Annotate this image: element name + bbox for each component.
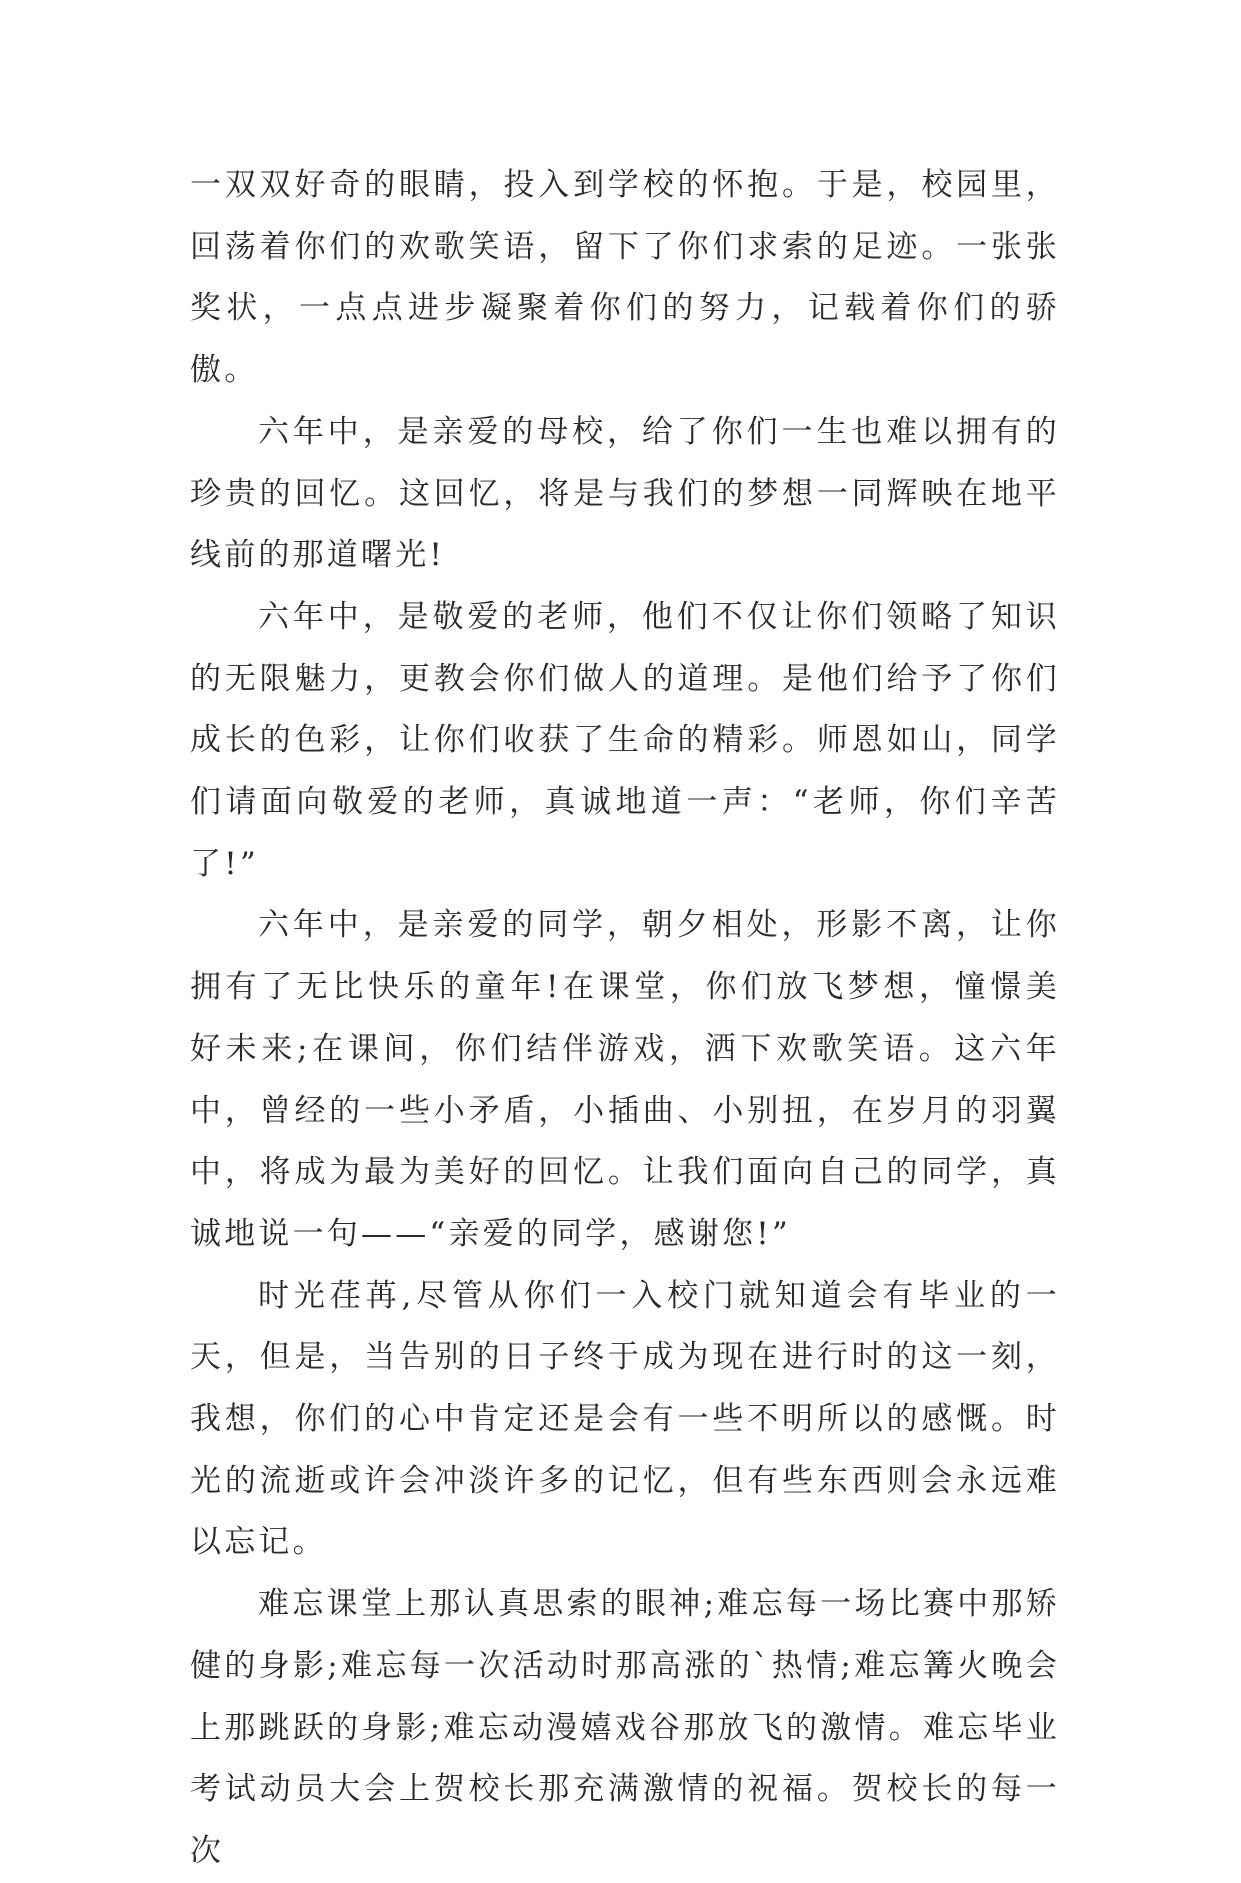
paragraph-teachers: 六年中，是敬爱的老师，他们不仅让你们领略了知识的无限魅力，更教会你们做人的道理。是他们给予了你们成长的色彩，让你们收获了生命的精彩。师恩如山，同学们请面向敬爱的老师，真诚地道一声：“老师，你们辛苦了!”: [190, 598, 1060, 882]
paragraph-continuation: 一双双好奇的眼睛，投入到学校的怀抱。于是，校园里，回荡着你们的欢歌笑语，留下了你们求索的足迹。一张张奖状，一点点进步凝聚着你们的努力，记载着你们的骄傲。: [190, 167, 1060, 389]
paragraph-time-passing: 时光荏苒,尽管从你们一入校门就知道会有毕业的一天，但是，当告别的日子终于成为现在进行时的这一刻，我想，你们的心中肯定还是会有一些不明所以的感慨。时光的流逝或许会冲淡许多的记忆，但有些东西则会永远难以忘记。: [190, 1277, 1060, 1561]
paragraph-alma-mater: 六年中，是亲爱的母校，给了你们一生也难以拥有的珍贵的回忆。这回忆，将是与我们的梦想一同辉映在地平线前的那道曙光!: [190, 413, 1060, 574]
document-body: [190, 155, 1060, 1883]
paragraph-memories: 难忘课堂上那认真思索的眼神;难忘每一场比赛中那矫健的身影;难忘每一次活动时那高涨的`热情;难忘篝火晚会上那跳跃的身影;难忘动漫嬉戏谷那放飞的激情。难忘毕业考试动员大会上贺校长那充满激情的祝福。贺校长的每一次: [190, 1586, 1060, 1869]
paragraph-classmates: 六年中，是亲爱的同学，朝夕相处，形影不离，让你拥有了无比快乐的童年!在课堂，你们放飞梦想，憧憬美好未来;在课间，你们结伴游戏，洒下欢歌笑语。这六年中，曾经的一些小矛盾，小插曲、小别扭，在岁月的羽翼中，将成为最为美好的回忆。让我们面向自己的同学，真诚地说一句——“亲爱的同学，感谢您!”: [190, 907, 1060, 1252]
